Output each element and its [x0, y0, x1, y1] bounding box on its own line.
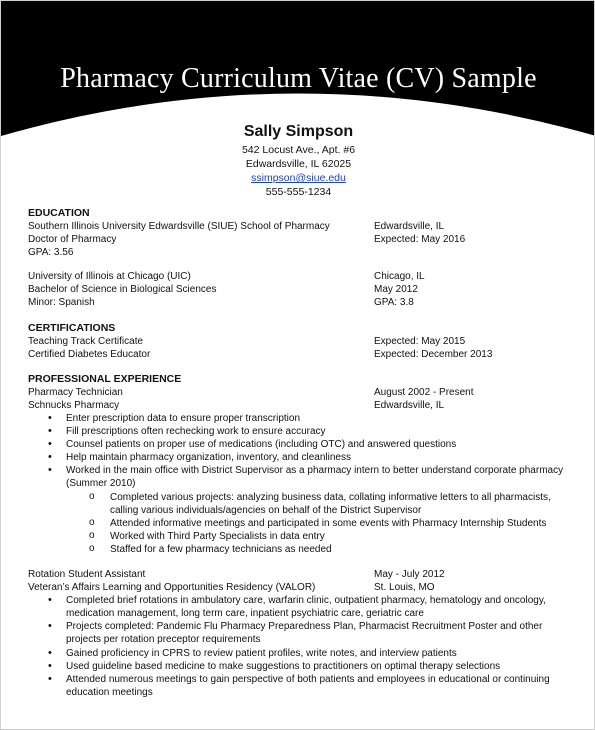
contact-block: [1, 122, 595, 199]
job-entry: [28, 386, 573, 556]
job-date: May - July 2012: [374, 568, 445, 580]
job-date: August 2002 - Present: [374, 386, 474, 398]
list-item: • Counsel patients on proper use of medications (including OTC) and answered questions: [66, 438, 573, 451]
list-item: • Used guideline based medicine to make suggestions to practitioners on optimal therapy selections: [66, 660, 573, 673]
email-link[interactable]: ssimpson@siue.edu: [251, 172, 346, 184]
list-item: • Enter prescription data to ensure proper transcription: [66, 412, 573, 425]
list-item: • Help maintain pharmacy organization, inventory, and cleanliness: [66, 451, 573, 464]
sub-list-item: o Completed various projects: analyzing business data, collating informative letters to all pharmacists, calling various individuals/agencies on behalf of the District Supervisor: [110, 491, 573, 517]
job-location: Edwardsville, IL: [374, 399, 445, 411]
certification-name: Certified Diabetes Educator: [28, 348, 151, 360]
phone-number: 555-555-1234: [265, 186, 332, 198]
list-item: • Fill prescriptions often rechecking work to ensure accuracy: [66, 425, 573, 438]
certification-date: Expected: December 2013: [374, 348, 493, 360]
sub-list-item: o Staffed for a few pharmacy technicians as needed: [110, 543, 573, 556]
cv-content: [28, 206, 573, 699]
education-location: Chicago, IL: [374, 271, 425, 283]
list-item: • Attended numerous meetings to gain perspective of both patients and employees in educational or continuing education meetings: [66, 673, 573, 699]
education-institution: Southern Illinois University Edwardsville (SIUE) School of Pharmacy: [28, 221, 330, 232]
job-organization: Schnucks Pharmacy: [28, 399, 120, 411]
education-gpa: GPA: 3.8: [374, 297, 414, 309]
list-item: • Worked in the main office with District Supervisor as a pharmacy intern to better understand corporate pharmacy (Summer 2010): [66, 464, 573, 490]
education-location: Edwardsville, IL: [374, 221, 445, 232]
job-title: Pharmacy Technician: [28, 386, 123, 398]
job-entry: [28, 568, 573, 699]
sub-list-item: o Worked with Third Party Specialists in data entry: [110, 530, 573, 543]
list-item: • Completed brief rotations in ambulatory care, warfarin clinic, outpatient pharmacy, hematology and oncology, medication management, long term care, inpatient psychiatric care, geriatric care: [66, 594, 573, 620]
certifications-heading: CERTIFICATIONS: [28, 321, 116, 334]
certification-date: Expected: May 2015: [374, 335, 466, 347]
education-degree: Bachelor of Science in Biological Sciences: [28, 284, 217, 296]
education-entry: [28, 220, 573, 259]
education-heading: EDUCATION: [28, 207, 90, 219]
page-title: Pharmacy Curriculum Vitae (CV) Sample: [60, 63, 537, 94]
education-institution: University of Illinois at Chicago (UIC): [28, 271, 191, 283]
education-degree: Doctor of Pharmacy: [28, 234, 117, 246]
address-line-2: Edwardsville, IL 62025: [245, 158, 352, 170]
experience-heading: PROFESSIONAL EXPERIENCE: [28, 372, 182, 385]
job-organization: Veteran’s Affairs Learning and Opportunities Residency (VALOR): [28, 582, 316, 594]
address-line-1: 542 Locust Ave., Apt. #6: [241, 144, 356, 156]
education-minor: Minor: Spanish: [28, 297, 95, 309]
job-title: Rotation Student Assistant: [28, 568, 146, 580]
list-item: • Projects completed: Pandemic Flu Pharmacy Preparedness Plan, Pharmacist Recruitment Poster and other projects per rotation preceptor requirements: [66, 620, 573, 646]
job-location: St. Louis, MO: [374, 582, 435, 594]
certification-name: Teaching Track Certificate: [28, 335, 144, 347]
education-date: Expected: May 2016: [374, 234, 466, 246]
education-entry: [28, 270, 573, 309]
job-subduties-list: [28, 491, 573, 556]
job-duties-list: [28, 594, 573, 699]
education-gpa: GPA: 3.56: [28, 247, 74, 259]
sub-list-item: o Attended informative meetings and participated in some events with Pharmacy Internship Students: [110, 517, 573, 530]
candidate-name: Sally Simpson: [243, 123, 354, 140]
list-item: • Gained proficiency in CPRS to review patient profiles, write notes, and interview patients: [66, 647, 573, 660]
job-duties-list: [28, 412, 573, 491]
education-date: May 2012: [374, 284, 418, 296]
